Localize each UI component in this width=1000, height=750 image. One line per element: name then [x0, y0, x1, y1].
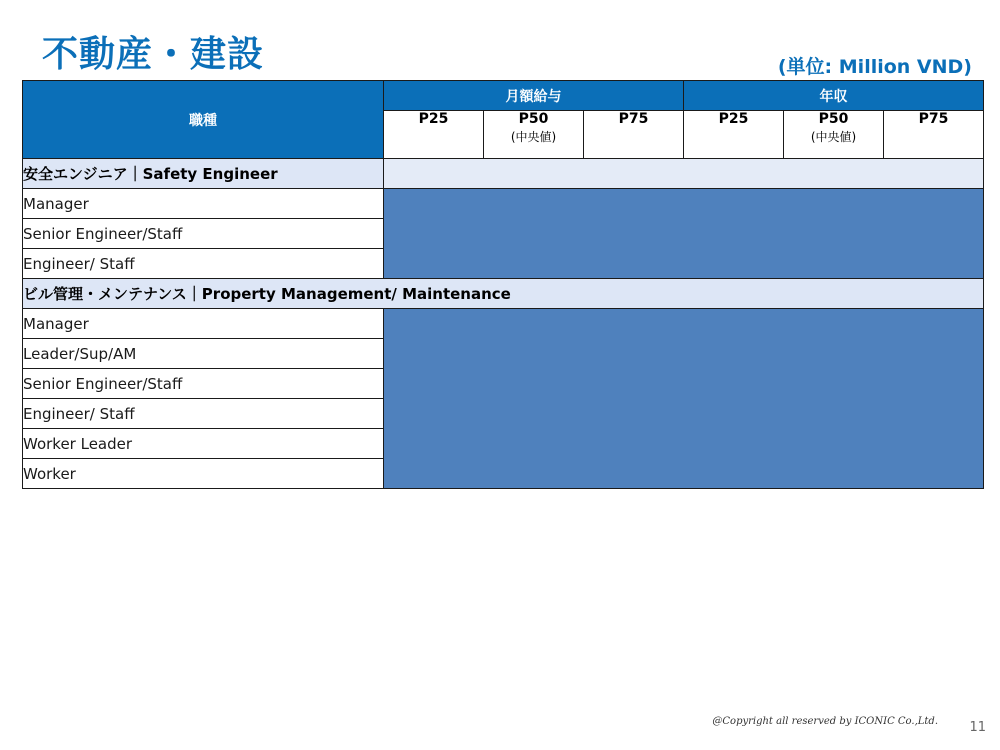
page-title: 不動産・建設 [42, 34, 265, 75]
job-title: Engineer/ Staff [23, 249, 384, 279]
monthly-p50-header: P50 (中央値) [484, 111, 584, 159]
salary-table [22, 80, 984, 489]
monthly-p75-header: P75 [584, 111, 684, 159]
job-title: Leader/Sup/AM [23, 339, 384, 369]
masked-salary-block [384, 309, 984, 489]
job-title: Manager [23, 189, 384, 219]
annual-income-header: 年収 [684, 81, 984, 111]
section-row [23, 279, 984, 309]
section-title-property-management: ビル管理・メンテナンス｜Property Management/ Maintenance [23, 279, 984, 309]
section-fill [384, 159, 984, 189]
section-row [23, 159, 984, 189]
job-title: Engineer/ Staff [23, 399, 384, 429]
job-title: Senior Engineer/Staff [23, 369, 384, 399]
monthly-salary-header: 月額給与 [384, 81, 684, 111]
annual-p75-header: P75 [884, 111, 984, 159]
table-row [23, 189, 984, 219]
job-title: Senior Engineer/Staff [23, 219, 384, 249]
copyright-notice: @Copyright all reserved by ICONIC Co.,Ltd. [712, 716, 938, 727]
job-title: Worker [23, 459, 384, 489]
annual-p50-header: P50 (中央値) [784, 111, 884, 159]
section-title-safety-engineer: 安全エンジニア｜Safety Engineer [23, 159, 384, 189]
page-number: 11 [969, 720, 986, 735]
monthly-p25-header: P25 [384, 111, 484, 159]
unit-label: (単位: Million VND) [777, 56, 972, 78]
masked-salary-block [384, 189, 984, 279]
job-type-header: 職種 [23, 81, 384, 159]
job-title: Worker Leader [23, 429, 384, 459]
annual-p25-header: P25 [684, 111, 784, 159]
job-title: Manager [23, 309, 384, 339]
table-row [23, 309, 984, 339]
